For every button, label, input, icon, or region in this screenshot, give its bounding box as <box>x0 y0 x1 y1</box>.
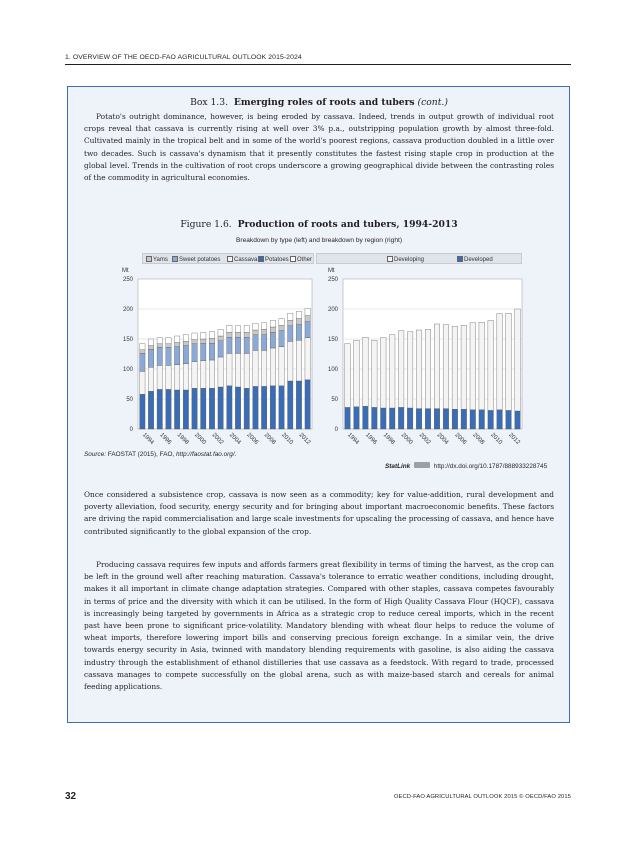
legend-label: Developed <box>464 256 493 263</box>
bar-segment <box>416 409 422 429</box>
bar-segment <box>288 326 293 342</box>
bar-segment <box>288 381 293 429</box>
box-title-suffix: (cont.) <box>417 97 448 108</box>
bar-segment <box>497 314 503 410</box>
bar-segment <box>345 407 351 429</box>
bar-segment <box>235 353 240 387</box>
page-number: 32 <box>65 791 77 802</box>
bar-segment <box>296 340 301 381</box>
bar-segment <box>261 386 266 429</box>
bar-segment <box>148 391 153 429</box>
bar-segment <box>157 347 162 365</box>
bar-segment <box>279 347 284 386</box>
bar-segment <box>497 410 503 429</box>
statlink-url[interactable]: http://dx.doi.org/10.1787/888933228745 <box>433 463 548 470</box>
bar-segment <box>443 409 449 429</box>
box-paragraph-3: Producing cassava requires few inputs and affords farmers great flexibility in terms of timing the harvest, as the crop can be left in the ground well after reaching maturation. Cassava's tolerance to erratic weather conditions, including drought, makes it all important in climate change adaptation strategies. Compared with other staples, cassava competes favourably in terms of price and the diversity with which it can be utilised. In the form of High Quality Cassava Flour (HQCF), cassava is increasingly being targeted by governments in Africa as a strategic crop to reduce cereal imports, which in the recent past have been prone to significant price-volatility. Mandatory blending with wheat flour helps to reduce the volume of wheat imports, therefore lowering import bills and conserving precious foreign exchange. In a similar vein, the drive towards energy security in Asia, twinned with mandatory blending requirements with gasoline, is also aiding the cassava industry through the establishment of ethanol distilleries that use cassava as a feedstock. With regard to trade, processed cassava manages to compete successfully on the global arena, such as with maize-based starch and cereals for animal feeding applications. <box>84 560 554 692</box>
bar-segment <box>235 337 240 353</box>
bar-segment <box>506 410 512 429</box>
bar-segment <box>479 410 485 429</box>
bar-segment <box>434 409 440 429</box>
bar-segment <box>209 338 214 343</box>
bar-segment <box>296 325 301 341</box>
x-tick-label: 2002 <box>210 432 225 446</box>
bar-segment <box>279 331 284 347</box>
legend-label: Cassava <box>234 256 258 263</box>
x-tick-label: 2000 <box>399 432 414 446</box>
box-heading: Emerging roles of roots and tubers <box>233 97 415 108</box>
bar-segment <box>354 340 360 407</box>
x-tick-label: 2010 <box>280 432 294 446</box>
x-tick-label: 2008 <box>262 432 277 446</box>
bar-segment <box>434 324 440 409</box>
bar-segment <box>140 350 145 354</box>
bar-segment <box>470 410 476 429</box>
bar-segment <box>479 322 485 410</box>
x-tick-label: 2012 <box>297 432 312 446</box>
x-tick-label: 1998 <box>175 432 190 446</box>
bar-segment <box>140 371 145 394</box>
bar-segment <box>209 332 214 339</box>
y-tick-label: 100 <box>122 367 133 373</box>
bar-segment <box>235 332 240 337</box>
y-tick-label: 250 <box>327 277 338 283</box>
bar-segment <box>354 407 360 429</box>
figure-title <box>0 219 638 230</box>
bar-segment <box>227 386 232 429</box>
bar-segment <box>470 323 476 410</box>
bar-segment <box>389 335 395 408</box>
bar-segment <box>192 344 197 362</box>
bar-segment <box>305 316 310 322</box>
bar-segment <box>244 326 249 333</box>
box-label: Box 1.3. <box>190 97 228 108</box>
bar-segment <box>244 332 249 337</box>
bar-segment <box>461 325 467 409</box>
x-tick-label: 2010 <box>489 432 503 446</box>
bar-segment <box>218 387 223 429</box>
bar-segment <box>389 408 395 429</box>
header-rule <box>65 64 571 65</box>
y-tick-label: 50 <box>331 397 338 403</box>
bar-segment <box>148 339 153 346</box>
bar-segment <box>244 337 249 353</box>
bar-segment <box>166 365 171 389</box>
bar-segment <box>192 340 197 344</box>
bar-segment <box>488 410 494 429</box>
bar-segment <box>261 350 266 386</box>
bar-segment <box>201 388 206 429</box>
plot-area <box>138 279 312 429</box>
x-tick-label: 1998 <box>381 432 396 446</box>
bar-segment <box>288 341 293 381</box>
bar-segment <box>192 362 197 388</box>
bar-segment <box>174 365 179 390</box>
bar-segment <box>253 323 258 330</box>
bar-segment <box>363 406 369 429</box>
x-tick-label: 2002 <box>417 432 432 446</box>
bar-segment <box>488 320 494 410</box>
bar-segment <box>148 346 153 350</box>
box-paragraph-1: Potato's outright dominance, however, is being eroded by cassava. Indeed, trends in output growth of individual root crops reveal that cassava is currently rising at well over 3% p.a., outstripping population growth by almost three-fold. Cultivated mainly in the tropical belt and in some of the world's poorest regions, cassava production doubled in a little over two decades. Such is cassava's dynamism that it presently constitutes the fastest rising staple crop in production at the global level. Trends in the cultivation of root crops underscore a growing geographical divide between the contrasting roles of the commodity in agricultural economies. <box>84 112 554 183</box>
bar-segment <box>253 335 258 351</box>
bar-segment <box>381 408 387 429</box>
bar-segment <box>506 313 512 410</box>
bar-segment <box>261 323 266 330</box>
charts-area <box>0 265 638 455</box>
legend-item-other <box>290 256 312 263</box>
bar-segment <box>157 344 162 348</box>
footer-copyright: OECD-FAO AGRICULTURAL OUTLOOK 2015 © OECD/FAO 2015 <box>393 794 571 800</box>
running-head: 1. OVERVIEW OF THE OECD-FAO AGRICULTURAL OUTLOOK 2015-2024 <box>65 54 302 61</box>
x-tick-label: 1996 <box>363 432 378 446</box>
bar-segment <box>416 330 422 409</box>
statlink <box>385 462 547 470</box>
bar-segment <box>157 389 162 429</box>
figure-label: Figure 1.6. <box>180 219 232 230</box>
legend-label: Yams <box>153 256 168 263</box>
bar-segment <box>461 409 467 429</box>
statlink-label: StatLink <box>385 463 411 470</box>
bar-segment <box>363 337 369 406</box>
bar-segment <box>515 309 521 411</box>
bar-segment <box>443 325 449 409</box>
bar-segment <box>372 407 378 429</box>
bar-segment <box>235 326 240 333</box>
bar-segment <box>183 390 188 429</box>
y-axis-label: Mt <box>328 268 335 274</box>
bar-segment <box>407 332 413 408</box>
legend-label: Developing <box>394 256 425 263</box>
bar-segment <box>270 348 275 386</box>
bar-segment <box>288 313 293 320</box>
bar-segment <box>305 322 310 338</box>
bar-segment <box>157 338 162 344</box>
bar-segment <box>183 364 188 390</box>
type-breakdown-chart <box>122 268 312 446</box>
statlink-icon <box>414 462 430 468</box>
bar-segment <box>261 335 266 351</box>
bar-segment <box>279 386 284 429</box>
bar-segment <box>140 344 145 350</box>
x-tick-label: 2004 <box>435 432 450 446</box>
bar-segment <box>261 329 266 334</box>
legend-item-cassava <box>227 256 257 263</box>
bar-segment <box>166 389 171 429</box>
bar-segment <box>452 326 458 409</box>
y-tick-label: 150 <box>327 337 338 343</box>
bar-segment <box>381 338 387 408</box>
x-tick-label: 2006 <box>453 432 468 446</box>
x-tick-label: 2006 <box>245 432 260 446</box>
bar-segment <box>372 340 378 407</box>
x-tick-label: 2008 <box>471 432 486 446</box>
bar-segment <box>425 329 431 408</box>
x-tick-label: 1996 <box>158 432 173 446</box>
y-axis-label: Mt <box>122 268 129 274</box>
bar-segment <box>218 357 223 387</box>
bar-segment <box>425 409 431 429</box>
x-tick-label: 2012 <box>507 432 521 446</box>
legend-label: Potatoes <box>265 256 289 263</box>
bar-segment <box>515 411 521 429</box>
box-paragraph-2: Once considered a subsistence crop, cassava is now seen as a commodity; key for value-addition, rural development and poverty alleviation, food security, energy security and for bringing about important macroeconomic benefits. These factors are driving the rapid commercialisation and large scale investments for upscaling the processing of cassava, and hence have contributed significantly to the global expansion of the crop. <box>84 490 554 536</box>
bar-segment <box>183 335 188 342</box>
bar-segment <box>398 331 404 408</box>
y-tick-label: 150 <box>122 337 133 343</box>
bar-segment <box>218 336 223 341</box>
bar-segment <box>227 337 232 353</box>
source-link[interactable]: http://faostat.fao.org/. <box>176 451 237 458</box>
y-tick-label: 0 <box>129 427 133 433</box>
bar-segment <box>192 333 197 340</box>
bar-segment <box>296 319 301 325</box>
x-tick-label: 1994 <box>140 432 155 446</box>
bar-segment <box>201 332 206 339</box>
bar-segment <box>253 386 258 429</box>
bar-segment <box>279 325 284 330</box>
bar-segment <box>166 344 171 348</box>
bar-segment <box>407 408 413 429</box>
bar-segment <box>201 339 206 343</box>
y-tick-label: 50 <box>126 397 133 403</box>
bar-segment <box>209 360 214 388</box>
bar-segment <box>270 327 275 332</box>
bar-segment <box>209 343 214 360</box>
bar-segment <box>345 344 351 408</box>
bar-segment <box>296 311 301 318</box>
figure-heading: Production of roots and tubers, 1994-2013 <box>237 219 458 230</box>
legend-item-developed <box>457 256 493 263</box>
box-title <box>0 97 638 108</box>
y-tick-label: 250 <box>122 277 133 283</box>
bar-segment <box>157 365 162 389</box>
bar-segment <box>183 341 188 345</box>
y-tick-label: 200 <box>122 307 133 313</box>
bar-segment <box>192 388 197 429</box>
bar-segment <box>244 353 249 388</box>
bar-segment <box>305 338 310 380</box>
y-tick-label: 100 <box>327 367 338 373</box>
bar-segment <box>174 343 179 347</box>
bar-segment <box>201 343 206 360</box>
figure-source <box>84 451 236 458</box>
bar-segment <box>174 390 179 429</box>
x-tick-label: 2000 <box>193 432 207 446</box>
bar-segment <box>305 308 310 315</box>
x-tick-label: 1994 <box>346 432 360 446</box>
plot-area <box>343 279 522 429</box>
bar-segment <box>227 353 232 385</box>
y-tick-label: 0 <box>334 427 338 433</box>
bar-segment <box>174 336 179 343</box>
bar-segment <box>253 350 258 386</box>
left-chart-legend <box>142 253 314 264</box>
bar-segment <box>201 361 206 389</box>
bar-segment <box>140 394 145 429</box>
bar-segment <box>148 349 153 367</box>
source-text: FAOSTAT (2015), FAO, <box>107 451 176 458</box>
bar-segment <box>227 325 232 332</box>
bar-segment <box>166 338 171 344</box>
region-breakdown-chart <box>328 268 522 446</box>
right-chart-legend <box>316 253 522 264</box>
bar-segment <box>209 388 214 429</box>
bar-segment <box>148 367 153 391</box>
source-label: Source: <box>84 451 107 458</box>
bar-segment <box>218 329 223 336</box>
bar-segment <box>398 407 404 429</box>
figure-subtitle: Breakdown by type (left) and breakdown by region (right) <box>235 237 403 244</box>
bar-segment <box>296 381 301 429</box>
legend-item-potatoes <box>258 256 289 263</box>
bar-segment <box>288 320 293 325</box>
legend-label: Sweet potatoes <box>179 256 221 263</box>
legend-item-yams <box>146 256 168 263</box>
bar-segment <box>279 319 284 326</box>
bar-segment <box>253 330 258 335</box>
bar-segment <box>452 409 458 429</box>
bar-segment <box>227 332 232 337</box>
bar-segment <box>270 386 275 429</box>
bar-segment <box>270 320 275 327</box>
legend-item-developing <box>387 256 424 263</box>
bar-segment <box>218 341 223 357</box>
bar-segment <box>174 347 179 365</box>
legend-label: Other <box>297 256 313 263</box>
bar-segment <box>183 346 188 364</box>
bar-segment <box>235 387 240 429</box>
x-tick-label: 2004 <box>227 432 242 446</box>
bar-segment <box>244 388 249 429</box>
legend-item-sweet-potatoes <box>172 256 220 263</box>
bar-segment <box>305 380 310 429</box>
y-tick-label: 200 <box>327 307 338 313</box>
bar-segment <box>166 347 171 365</box>
bar-segment <box>140 353 145 371</box>
bar-segment <box>270 332 275 348</box>
